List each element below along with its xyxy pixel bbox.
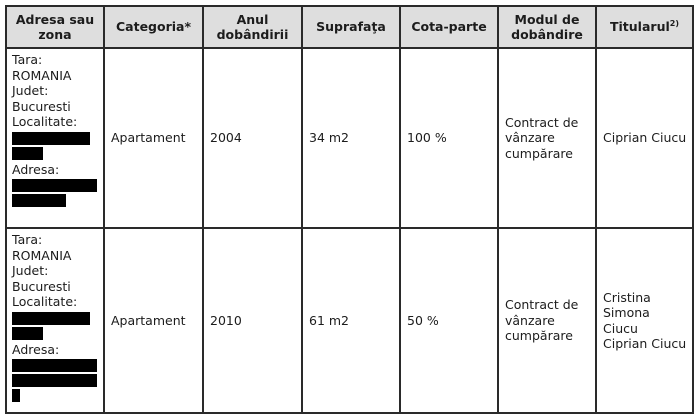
redaction-bar: [12, 194, 66, 207]
mode-line: Contract de: [505, 297, 579, 313]
table-row: [6, 48, 693, 228]
redaction-bar: [12, 327, 43, 340]
header-category: Categoria*: [104, 6, 203, 48]
year-cell: 2004: [203, 48, 302, 228]
judet-value: Bucuresti: [12, 278, 71, 294]
mode-line: vânzare: [505, 130, 555, 146]
mode-line: cumpărare: [505, 328, 573, 344]
adresa-label: Adresa:: [12, 161, 60, 177]
share-cell: 50 %: [400, 228, 498, 413]
judet-value: Bucuresti: [12, 98, 71, 114]
redaction-bar: [12, 179, 97, 192]
header-address: Adresa sau zona: [6, 6, 104, 48]
area-cell: 34 m2: [302, 48, 400, 228]
redaction-bar: [12, 374, 97, 387]
owner-line: Ciprian Ciucu: [603, 130, 687, 146]
share-cell: 100 %: [400, 48, 498, 228]
redaction-bar: [12, 389, 20, 402]
tara-value: ROMANIA: [12, 247, 72, 263]
tara-label: Tara:: [12, 232, 43, 247]
owner-cell: [596, 228, 693, 413]
localitate-label: Localitate:: [12, 294, 78, 309]
redaction-bar: [12, 132, 90, 145]
address-cell: [6, 48, 104, 228]
mode-cell: [498, 48, 596, 228]
redaction-bar: [12, 147, 43, 160]
category-cell: Apartament: [104, 228, 203, 413]
area-cell: 61 m2: [302, 228, 400, 413]
tara-value: ROMANIA: [12, 67, 72, 83]
localitate-label: Localitate:: [12, 114, 78, 129]
year-cell: 2010: [203, 228, 302, 413]
table-row: [6, 228, 693, 413]
mode-line: Contract de: [505, 114, 579, 130]
mode-line: vânzare: [505, 312, 555, 328]
owner-line: Ciucu: [603, 320, 638, 336]
address-cell: [6, 228, 104, 413]
category-cell: Apartament: [104, 48, 203, 228]
owner-line: Ciprian Ciucu: [603, 336, 687, 351]
header-owner-label: Titularul: [610, 19, 670, 35]
tara-label: Tara:: [12, 52, 43, 67]
header-owner: [596, 6, 693, 48]
header-year: Anul dobândirii: [203, 6, 302, 48]
mode-line: cumpărare: [505, 145, 573, 161]
redaction-bar: [12, 359, 97, 372]
judet-label: Judet:: [12, 263, 49, 278]
header-share: Cota-parte: [400, 6, 498, 48]
owner-line: Cristina: [603, 289, 651, 305]
judet-label: Judet:: [12, 83, 49, 98]
owner-cell: [596, 48, 693, 228]
header-area: Suprafaţa: [302, 6, 400, 48]
property-table-container: [5, 5, 692, 412]
header-owner-footnote: 2): [669, 19, 679, 29]
header-mode: Modul de dobândire: [498, 6, 596, 48]
property-table: [5, 5, 694, 414]
header-row: [6, 6, 693, 48]
adresa-label: Adresa:: [12, 341, 60, 357]
mode-cell: [498, 228, 596, 413]
owner-line: Simona: [603, 305, 650, 320]
redaction-bar: [12, 312, 90, 325]
